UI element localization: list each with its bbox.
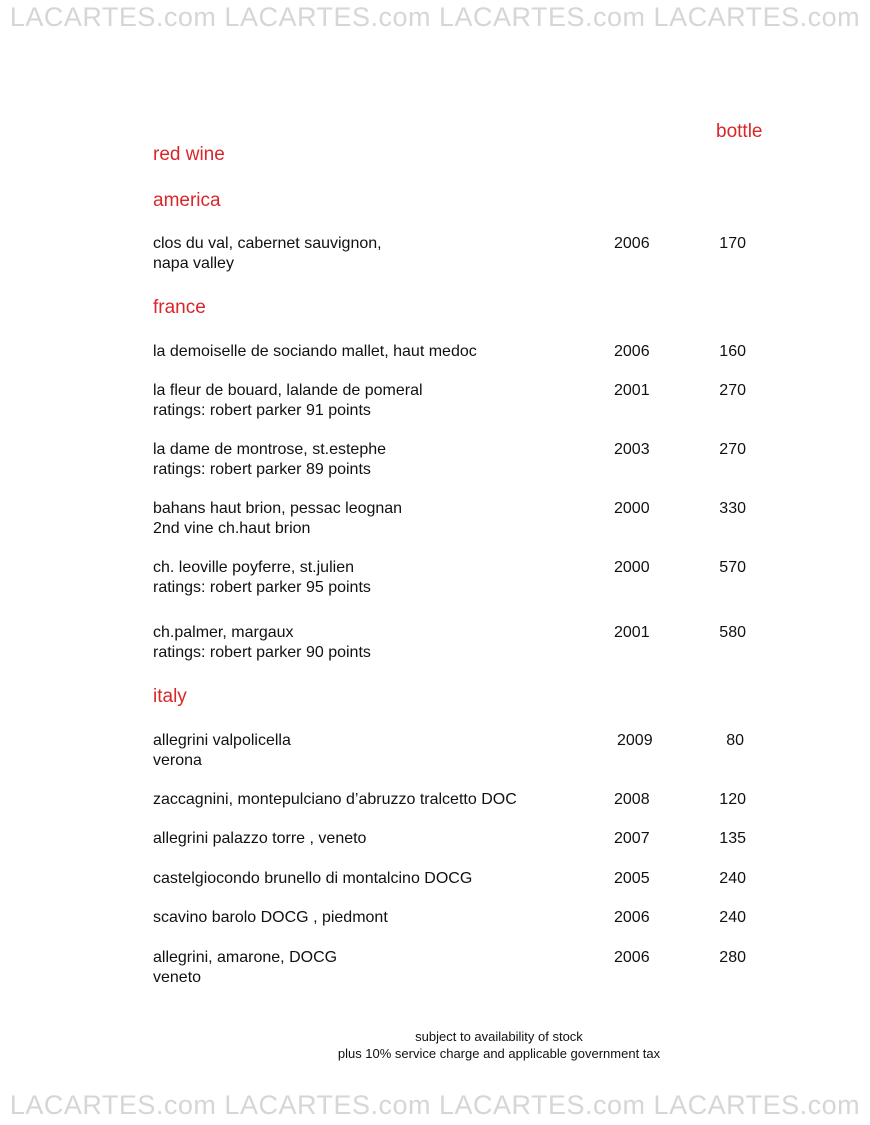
wine-detail-line: verona xyxy=(153,752,202,769)
wine-price: 135 xyxy=(719,830,746,847)
wine-price: 240 xyxy=(719,909,746,926)
wine-name-line: allegrini palazzo torre , veneto xyxy=(153,830,367,847)
wine-detail-line: ratings: robert parker 90 points xyxy=(153,644,371,661)
wine-year: 2009 xyxy=(617,732,653,749)
section-heading-america: america xyxy=(153,190,221,211)
wine-year: 2000 xyxy=(614,500,650,517)
wine-detail-line: 2nd vine ch.haut brion xyxy=(153,520,311,537)
wine-price: 170 xyxy=(719,235,746,252)
wine-year: 2008 xyxy=(614,791,650,808)
wine-detail-line: ratings: robert parker 91 points xyxy=(153,402,371,419)
wine-year: 2006 xyxy=(614,909,650,926)
wine-name-line: bahans haut brion, pessac leognan xyxy=(153,500,403,517)
bottle-column-header: bottle xyxy=(716,121,763,142)
wine-name-line: la fleur de bouard, lalande de pomeral xyxy=(153,382,423,399)
wine-name-line: allegrini, amarone, DOCG xyxy=(153,949,338,966)
wine-price: 120 xyxy=(719,791,746,808)
wine-name-line: ch. leoville poyferre, st.julien xyxy=(153,559,354,576)
wine-year: 2001 xyxy=(614,382,650,399)
watermark-top: LACARTES.com LACARTES.com LACARTES.com LACARTES.com xyxy=(9,2,861,32)
wine-year: 2005 xyxy=(614,870,650,887)
wine-year: 2007 xyxy=(614,830,650,847)
wine-year: 2006 xyxy=(614,343,650,360)
wine-detail-line: ratings: robert parker 95 points xyxy=(153,579,371,596)
wine-name-line: la dame de montrose, st.estephe xyxy=(153,441,387,458)
wine-year: 2006 xyxy=(614,235,650,252)
wine-year: 2001 xyxy=(614,624,650,641)
wine-name-line: la demoiselle de sociando mallet, haut medoc xyxy=(153,343,477,360)
menu-title: red wine xyxy=(153,144,225,165)
wine-name-line: ch.palmer, margaux xyxy=(153,624,294,641)
section-heading-italy: italy xyxy=(153,686,187,707)
wine-name-line: zaccagnini, montepulciano d’abruzzo tralcetto DOC xyxy=(153,791,517,808)
footer-tax-note: plus 10% service charge and applicable government tax xyxy=(337,1046,661,1061)
footer-note xyxy=(0,1028,870,1062)
wine-year: 2006 xyxy=(614,949,650,966)
watermark-bottom: LACARTES.com LACARTES.com LACARTES.com LACARTES.com xyxy=(9,1090,861,1120)
wine-name-line: clos du val, cabernet sauvignon, xyxy=(153,235,382,252)
wine-price: 580 xyxy=(719,624,746,641)
wine-detail-line: napa valley xyxy=(153,255,234,272)
wine-price: 570 xyxy=(719,559,746,576)
wine-name-line: scavino barolo DOCG , piedmont xyxy=(153,909,388,926)
wine-price: 280 xyxy=(719,949,746,966)
wine-price: 270 xyxy=(719,382,746,399)
footer-stock-note: subject to availability of stock xyxy=(415,1029,583,1044)
wine-price: 330 xyxy=(719,500,746,517)
wine-detail-line: veneto xyxy=(153,969,202,986)
wine-price: 270 xyxy=(719,441,746,458)
wine-price: 80 xyxy=(726,732,744,749)
section-heading-france: france xyxy=(153,297,206,318)
wine-name-line: allegrini valpolicella xyxy=(153,732,291,749)
wine-name-line: castelgiocondo brunello di montalcino DOCG xyxy=(153,870,473,887)
wine-year: 2003 xyxy=(614,441,650,458)
wine-detail-line: ratings: robert parker 89 points xyxy=(153,461,371,478)
wine-year: 2000 xyxy=(614,559,650,576)
wine-price: 160 xyxy=(719,343,746,360)
wine-price: 240 xyxy=(719,870,746,887)
